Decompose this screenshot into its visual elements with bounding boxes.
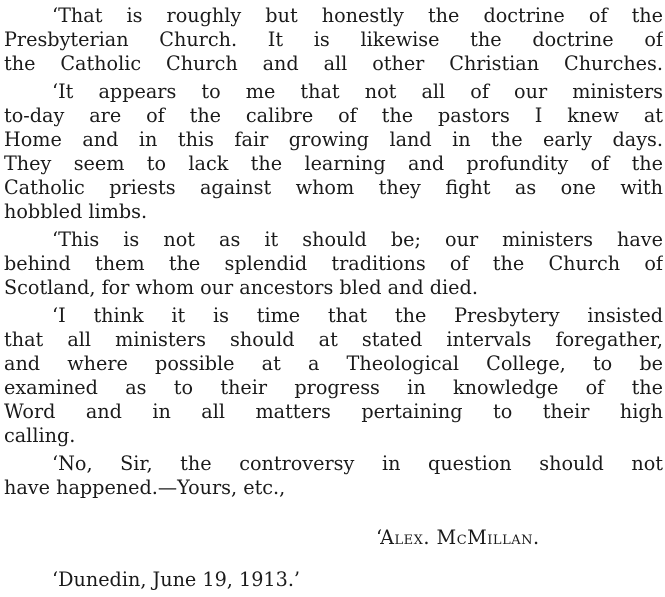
letter-line: Home and in this fair growing land in the early days. bbox=[4, 128, 663, 151]
letter-line: Catholic priests against whom they fight as one with bbox=[4, 176, 663, 199]
letter-line: have happened.—Yours, etc., bbox=[4, 476, 286, 499]
letter-line: behind them the splendid traditions of the Church of bbox=[4, 252, 663, 275]
letter-line: ‘This is not as it should be; our ministers have bbox=[52, 228, 663, 251]
letter-line: They seem to lack the learning and profundity of the bbox=[4, 152, 663, 175]
letter-line: examined as to their progress in knowledge of the bbox=[4, 376, 663, 399]
letter-line: that all ministers should at stated intervals foregather, bbox=[4, 328, 663, 351]
letter-line: ‘It appears to me that not all of our ministers bbox=[52, 80, 663, 103]
letter-signature: ‘Alex. McMillan. bbox=[376, 526, 540, 549]
letter-line: ‘I think it is time that the Presbytery insisted bbox=[52, 304, 663, 327]
letter-line: ‘That is roughly but honestly the doctrine of the bbox=[52, 4, 663, 27]
letter-line: Scotland, for whom our ancestors bled and died. bbox=[4, 276, 478, 299]
letter-line: to-day are of the calibre of the pastors I knew at bbox=[4, 104, 663, 127]
letter-line: and where possible at a Theological College, to be bbox=[4, 352, 663, 375]
letter-line: ‘No, Sir, the controversy in question should not bbox=[52, 452, 663, 475]
letter-line: Word and in all matters pertaining to their high bbox=[4, 400, 663, 423]
letter-line: the Catholic Church and all other Christian Churches. bbox=[4, 52, 663, 75]
letter-line: hobbled limbs. bbox=[4, 200, 148, 223]
letter-line: calling. bbox=[4, 424, 76, 447]
letter-line: Presbyterian Church. It is likewise the doctrine of bbox=[4, 28, 663, 51]
letter-dateline: ‘Dunedin, June 19, 1913.’ bbox=[52, 568, 301, 591]
